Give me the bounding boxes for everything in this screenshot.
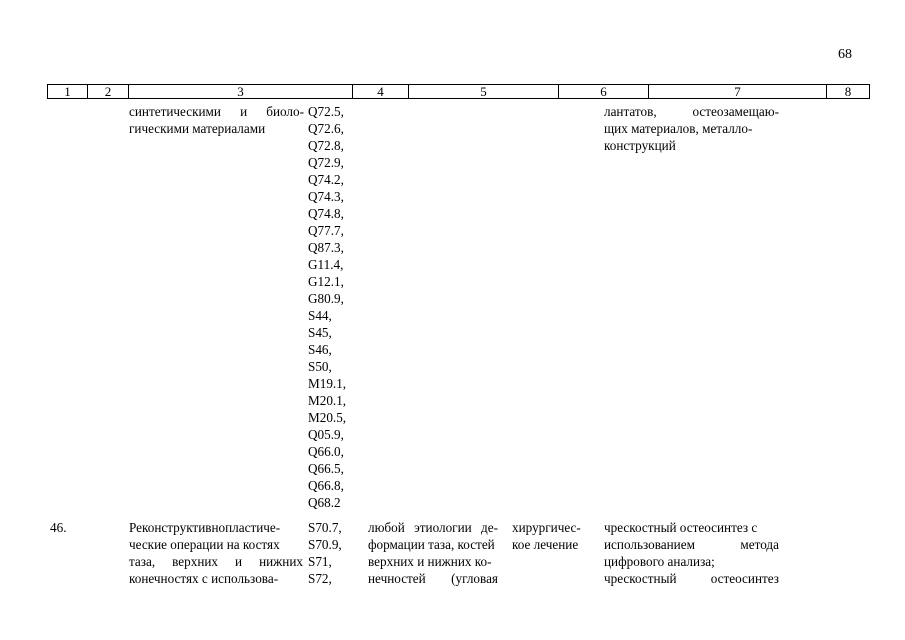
table-header-row bbox=[47, 84, 870, 99]
header-col-2: 2 bbox=[104, 84, 112, 99]
text-line: конечностях с использова- bbox=[129, 571, 279, 586]
icd-code: Q74.3, bbox=[308, 189, 344, 204]
text-line: щих материалов, металло- bbox=[604, 121, 753, 136]
icd-code: Q74.2, bbox=[308, 172, 344, 187]
text-line: цифрового анализа; bbox=[604, 554, 715, 569]
row-number: 46. bbox=[50, 520, 67, 535]
icd-code: Q87.3, bbox=[308, 240, 344, 255]
text-line: чрескостный остеосинтез bbox=[604, 571, 779, 586]
icd-code: S72, bbox=[308, 571, 332, 586]
page-number: 68 bbox=[838, 47, 852, 62]
icd-code: S46, bbox=[308, 342, 332, 357]
text-line: любой этиологии де- bbox=[368, 520, 498, 535]
icd-code: Q74.8, bbox=[308, 206, 344, 221]
text-line: гическими материалами bbox=[129, 121, 266, 136]
header-col-8: 8 bbox=[844, 84, 852, 99]
text-line: синтетическими и биоло- bbox=[129, 104, 304, 119]
row46-col6-text bbox=[512, 519, 581, 553]
icd-code: Q66.5, bbox=[308, 461, 344, 476]
text-line: хирургичес- bbox=[512, 520, 581, 535]
text-line: конструкций bbox=[604, 138, 676, 153]
icd-code: Q66.8, bbox=[308, 478, 344, 493]
icd-code: Q72.6, bbox=[308, 121, 344, 136]
icd-code: S44, bbox=[308, 308, 332, 323]
text-line: таза, верхних и нижних bbox=[129, 554, 303, 569]
text-line: лантатов, остеозамещаю- bbox=[604, 104, 779, 119]
prev-row-col3-text bbox=[129, 103, 304, 137]
header-col-6: 6 bbox=[600, 84, 607, 99]
icd-code: Q72.5, bbox=[308, 104, 344, 119]
text-line: верхних и нижних ко- bbox=[368, 554, 492, 569]
icd-code: S71, bbox=[308, 554, 332, 569]
text-line: Реконструктивнопластиче- bbox=[129, 520, 281, 535]
icd-code: Q72.8, bbox=[308, 138, 344, 153]
header-col-3: 3 bbox=[237, 84, 244, 99]
icd-code: M19.1, bbox=[308, 376, 347, 391]
text-line: формации таза, костей bbox=[368, 537, 495, 552]
icd-code: G12.1, bbox=[308, 274, 344, 289]
icd-code: S70.7, bbox=[308, 520, 342, 535]
icd-code: M20.5, bbox=[308, 410, 347, 425]
icd-code: S50, bbox=[308, 359, 332, 374]
prev-row-icd-codes bbox=[308, 103, 346, 511]
icd-code: G11.4, bbox=[308, 257, 344, 272]
icd-code: G80.9, bbox=[308, 291, 344, 306]
icd-code: S45, bbox=[308, 325, 332, 340]
header-col-5: 5 bbox=[480, 84, 487, 99]
icd-code: Q72.9, bbox=[308, 155, 344, 170]
icd-code: M20.1, bbox=[308, 393, 347, 408]
header-col-1: 1 bbox=[64, 84, 71, 99]
row46-icd-codes bbox=[308, 519, 342, 587]
row46-col7-text bbox=[604, 519, 779, 587]
prev-row-col7-text bbox=[604, 103, 779, 154]
text-line: нечностей (угловая bbox=[368, 571, 498, 586]
text-line: кое лечение bbox=[512, 537, 579, 552]
icd-code: S70.9, bbox=[308, 537, 342, 552]
text-line: использованием метода bbox=[604, 537, 779, 552]
header-col-7: 7 bbox=[734, 84, 741, 99]
icd-code: Q05.9, bbox=[308, 427, 344, 442]
header-col-4: 4 bbox=[377, 84, 384, 99]
text-line: ческие операции на костях bbox=[129, 537, 280, 552]
row46-col3-text bbox=[129, 519, 303, 587]
text-line: чрескостный остеосинтез с bbox=[604, 520, 758, 535]
icd-code: Q77.7, bbox=[308, 223, 344, 238]
row46-col5-text bbox=[368, 519, 498, 587]
icd-code: Q66.0, bbox=[308, 444, 344, 459]
icd-code: Q68.2 bbox=[308, 495, 341, 510]
